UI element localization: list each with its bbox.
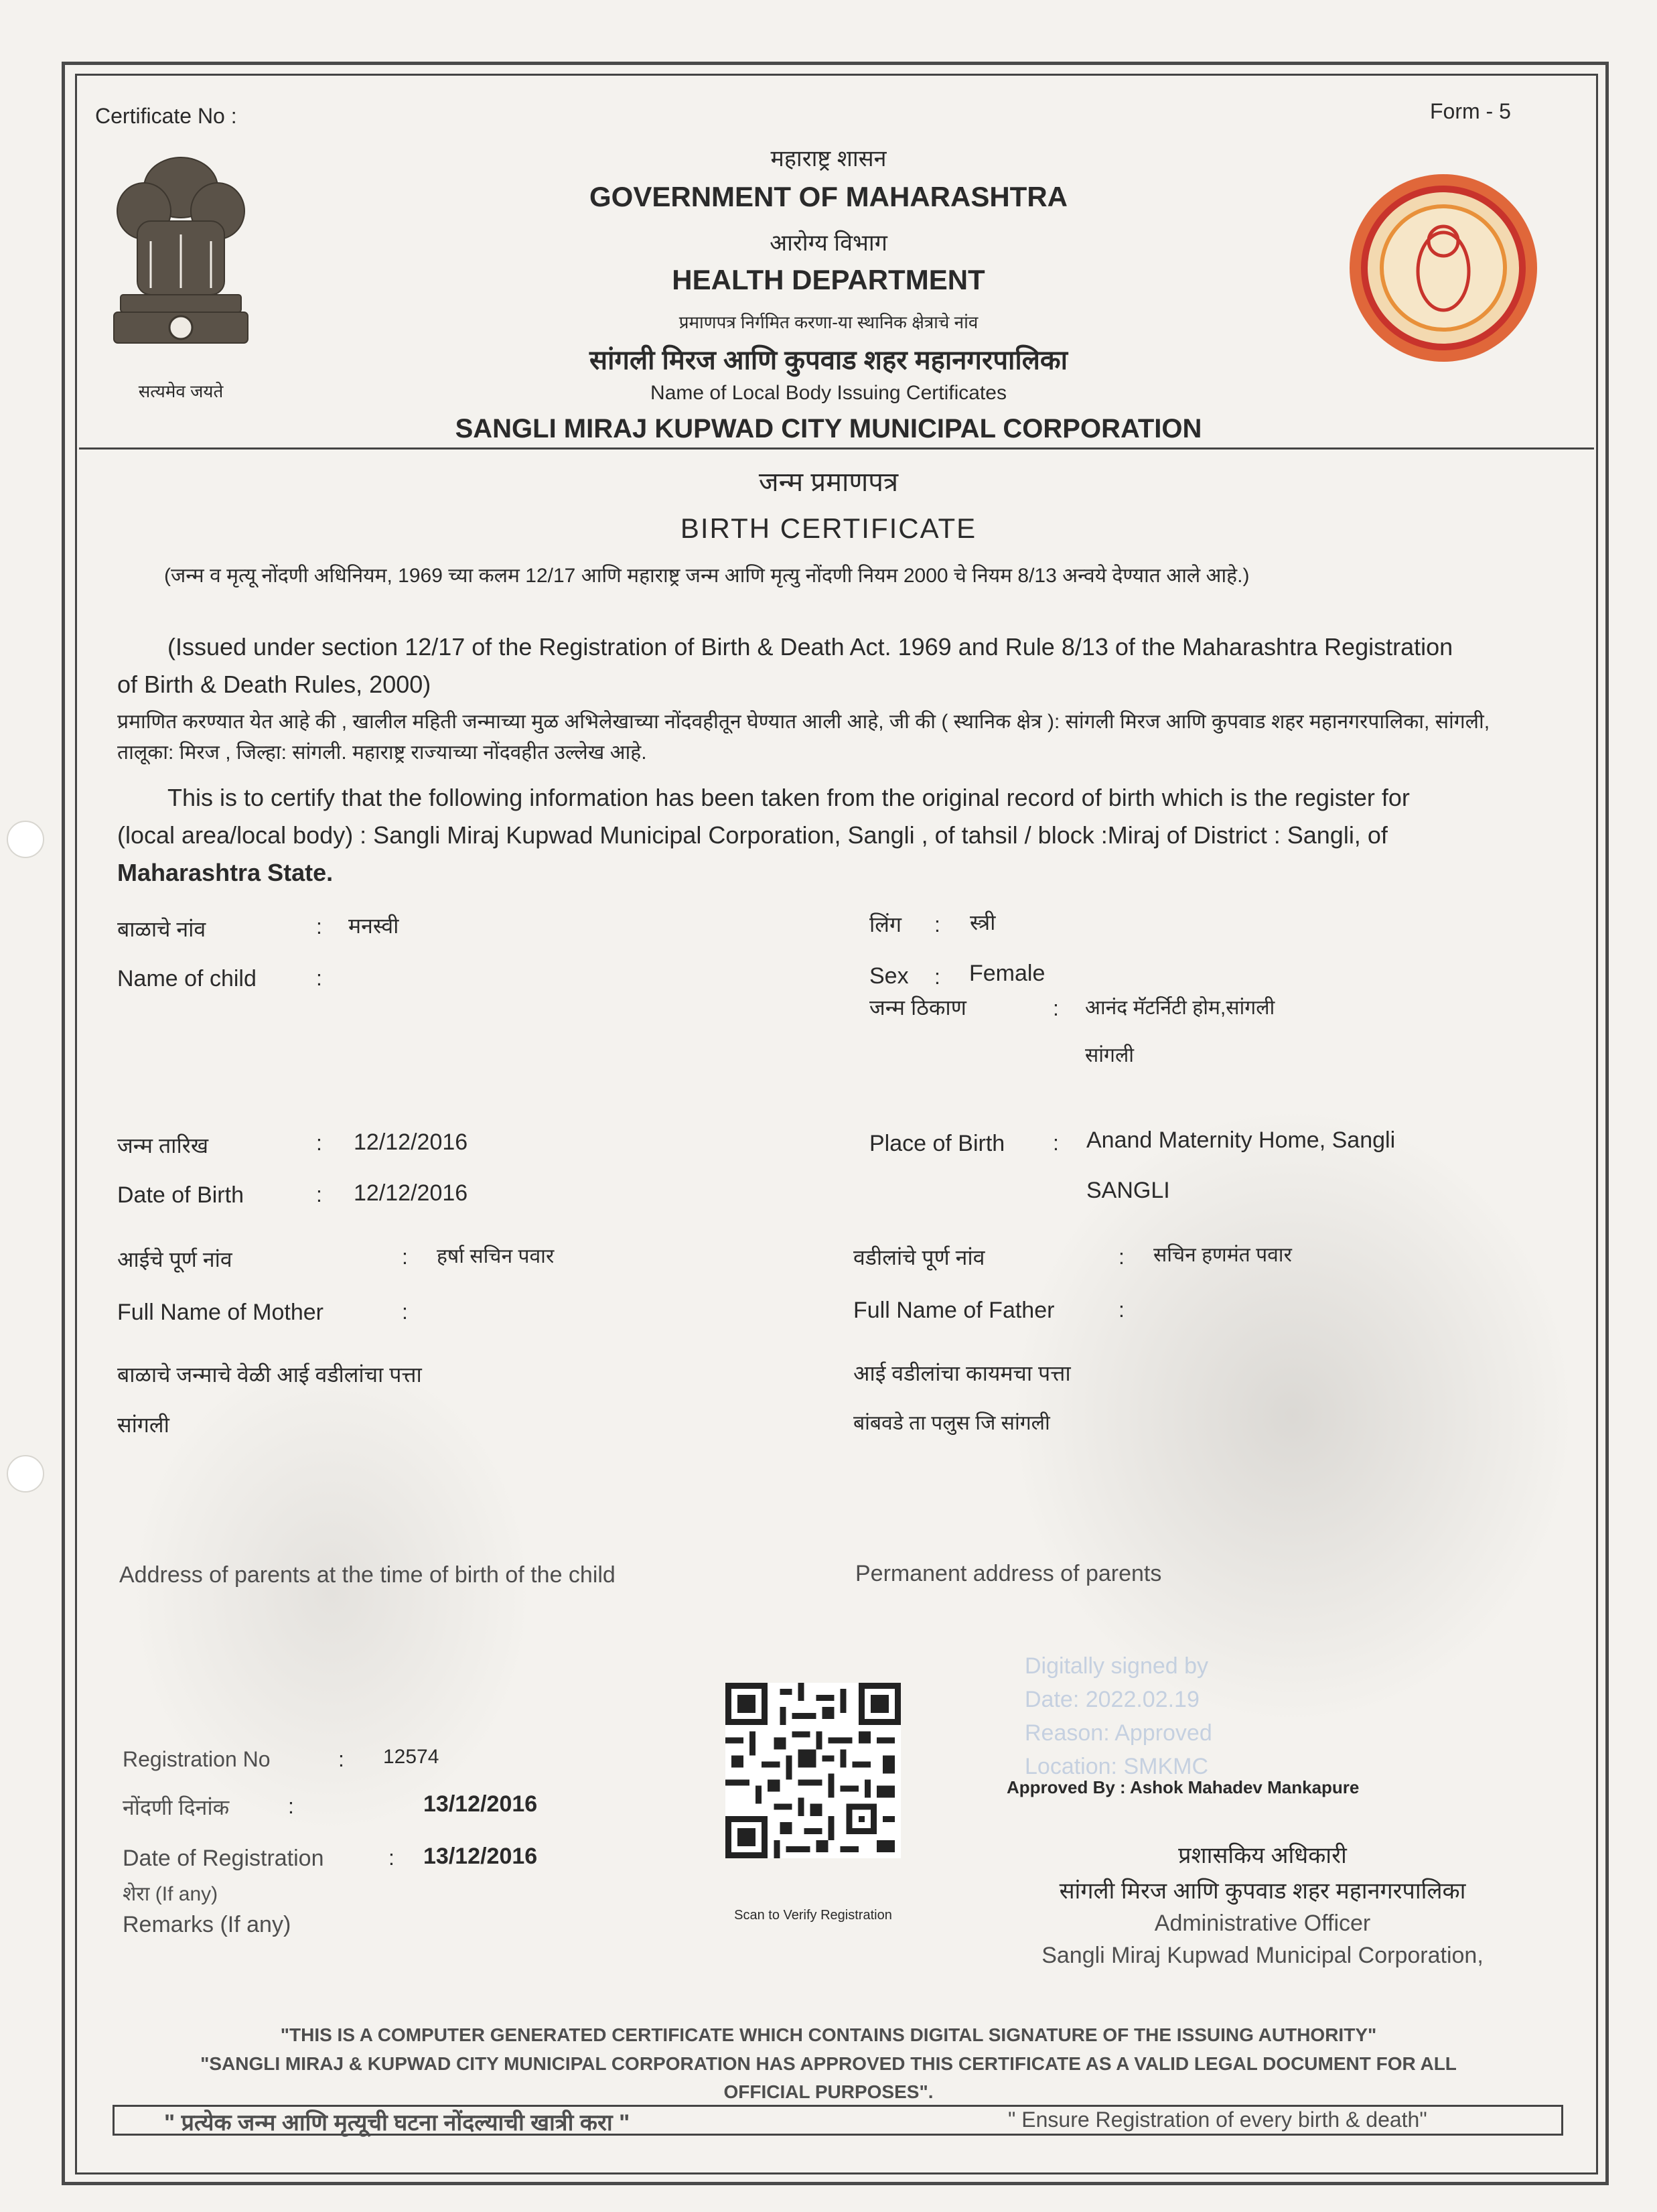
dob-value-en: 12/12/2016 [354,1180,468,1206]
birth-address-label-mr: बाळाचे जन्माचे वेळी आई वडीलांचा पत्ता [117,1363,422,1387]
child-name-value-mr: मनस्वी [348,914,399,938]
permanent-address-label-en: Permanent address of parents [855,1561,1162,1586]
digital-signature-line-2: Date: 2022.02.19 [1025,1687,1200,1712]
colon: : [1053,1131,1059,1155]
birth-address-label-en: Address of parents at the time of birth of the child [119,1562,616,1588]
colon: : [338,1747,344,1771]
colon: : [288,1794,294,1818]
mother-name-value-mr: हर्षा सचिन पवार [437,1245,555,1267]
local-body-en: SANGLI MIRAJ KUPWAD CITY MUNICIPAL CORPORATION [455,414,1202,443]
dob-label-en: Date of Birth [117,1182,244,1208]
child-name-label-mr: बाळाचे नांव [117,917,206,941]
colon: : [388,1846,394,1870]
colon: : [316,966,322,990]
gov-title-mr: महाराष्ट्र शासन [770,146,887,171]
local-body-mr: सांगली मिरज आणि कुपवाड शहर महानगरपालिका [589,346,1068,375]
certificate-no-label: Certificate No : [95,104,237,128]
colon: : [402,1300,408,1324]
sex-value-mr: स्त्री [970,910,996,935]
certify-statement-en-text: This is to certify that the following information has been taken from the original record of birth which is the register for (local area/local body) : Sangli Miraj Kupwad Municipal Corporation, Sangli , of tahsil / block :Miraj of District : Sangli, of [117,784,1410,849]
digital-signature-line-3: Reason: Approved [1025,1720,1212,1746]
place-of-birth-label-mr: जन्म ठिकाण [869,995,966,1020]
dob-value-mr: 12/12/2016 [354,1129,468,1155]
colon: : [1119,1245,1125,1269]
sex-value-en: Female [969,961,1046,986]
colon: : [1119,1298,1125,1322]
sex-label-mr: लिंग [869,912,902,937]
colon: : [1053,996,1059,1020]
permanent-address-value-mr: बांबवडे ता पलुस जि सांगली [853,1412,1050,1434]
footer-slogan-mr: " प्रत्येक जन्म आणि मृत्यूची घटना नोंदल्याची खात्री करा " [164,2110,630,2136]
officer-title-mr: प्रशासकिय अधिकारी [1178,1843,1347,1868]
father-name-label-en: Full Name of Father [853,1298,1055,1323]
remarks-label-mr: शेरा (If any) [123,1883,218,1905]
place-of-birth-value-en-1: Anand Maternity Home, Sangli [1086,1127,1396,1153]
mother-name-label-en: Full Name of Mother [117,1300,323,1325]
footer-disclaimer-1: "THIS IS A COMPUTER GENERATED CERTIFICATE WHICH CONTAINS DIGITAL SIGNATURE OF THE ISSUING AUTHORITY" [280,2024,1377,2045]
local-body-label-en: Name of Local Body Issuing Certificates [650,382,1007,404]
certify-state-name: Maharashtra State. [117,859,334,886]
emblem-motto: सत्यमेव जयते [138,381,224,401]
permanent-address-label-mr: आई वडीलांचा कायमचा पत्ता [853,1361,1071,1385]
sex-label-en: Sex [869,963,909,989]
footer-disclaimer-2: "SANGLI MIRAJ & KUPWAD CITY MUNICIPAL CORPORATION HAS APPROVED THIS CERTIFICATE AS A VALID LEGAL DOCUMENT FOR ALL [200,2053,1457,2074]
digital-signature-line-1: Digitally signed by [1025,1653,1209,1679]
place-of-birth-value-en-2: SANGLI [1086,1178,1170,1203]
registration-date-value-en: 13/12/2016 [423,1844,538,1869]
act-statement-mr: (जन्म व मृत्यू नोंदणी अधिनियम, 1969 च्या कलम 12/17 आणि महाराष्ट्र जन्म आणि मृत्यु नोंदणी नियम 2000 चे नियम 8/13 अन्वये देण्यात आले आहे.) [164,565,1250,587]
certify-statement-mr: प्रमाणित करण्यात येत आहे की , खालील महिती जन्माच्या मुळ अभिलेखाच्या नोंदवहीतून घेण्यात आली आहे, जी की ( स्थानिक क्षेत्र ): सांगली मिरज आणि कुपवाड शहर महानगरपालिका, सांगली, तालूका: मिरज , जिल्हा: सांगली. महाराष्ट्र राज्याच्या नोंदवहीत उल्लेख आहे. [117,711,1490,764]
header-divider [79,447,1594,450]
remarks-label-en: Remarks (If any) [123,1912,291,1937]
act-statement-en: (Issued under section 12/17 of the Registration of Birth & Death Act. 1969 and Rule 8/13 of the Maharashtra Registration of Birth & Death Rules, 2000) [117,633,1453,698]
child-name-label-en: Name of child [117,966,257,991]
digital-signature-line-4: Location: SMKMC [1025,1754,1208,1779]
punch-hole [7,1455,44,1493]
qr-caption: Scan to Verify Registration [734,1908,892,1923]
registration-date-label-en: Date of Registration [123,1846,324,1871]
colon: : [316,1182,322,1206]
form-number: Form - 5 [1430,99,1511,123]
local-body-label-mr: प्रमाणपत्र निर्गमित करणा-या स्थानिक क्षेत्राचे नांव [678,312,979,332]
dob-label-mr: जन्म तारिख [117,1133,209,1158]
colon: : [402,1245,408,1269]
certificate-title-en: BIRTH CERTIFICATE [680,512,977,544]
dept-title-mr: आरोग्य विभाग [770,230,887,256]
registration-date-label-mr: नोंदणी दिनांक [123,1795,230,1819]
verification-qr-code[interactable] [725,1683,901,1858]
registration-no-value: 12574 [383,1746,439,1768]
footer-slogan-en: " Ensure Registration of every birth & death" [1008,2107,1427,2132]
gov-title-en: GOVERNMENT OF MAHARASHTRA [589,181,1068,212]
dept-title-en: HEALTH DEPARTMENT [672,264,985,295]
father-name-label-mr: वडीलांचे पूर्ण नांव [853,1245,985,1269]
birth-address-value-mr: सांगली [117,1413,169,1437]
registration-no-label: Registration No [123,1747,271,1771]
certify-statement-en [117,779,1423,892]
place-of-birth-value-mr-1: आनंद मॅटर्निटी होम,सांगली [1085,997,1275,1019]
qr-code-icon [725,1683,901,1858]
approved-by: Approved By : Ashok Mahadev Mankapure [1007,1777,1360,1797]
colon: : [934,965,940,989]
registration-date-value-mr: 13/12/2016 [423,1791,538,1817]
officer-corp-mr: सांगली मिरज आणि कुपवाड शहर महानगरपालिका [1059,1878,1466,1904]
officer-title-en: Administrative Officer [1154,1911,1371,1936]
punch-hole [7,821,44,858]
father-name-value-mr: सचिन हणमंत पवार [1153,1244,1292,1266]
colon: : [934,912,940,937]
footer-disclaimer-3: OFFICIAL PURPOSES". [723,2081,934,2102]
colon: : [316,1131,322,1155]
certificate-title-mr: जन्म प्रमाणपत्र [758,468,899,497]
colon: : [316,914,322,939]
mother-name-label-mr: आईचे पूर्ण नांव [117,1247,232,1271]
place-of-birth-value-mr-2: सांगली [1085,1044,1135,1066]
place-of-birth-label-en: Place of Birth [869,1131,1005,1156]
officer-corp-en: Sangli Miraj Kupwad Municipal Corporation, [1041,1943,1484,1968]
